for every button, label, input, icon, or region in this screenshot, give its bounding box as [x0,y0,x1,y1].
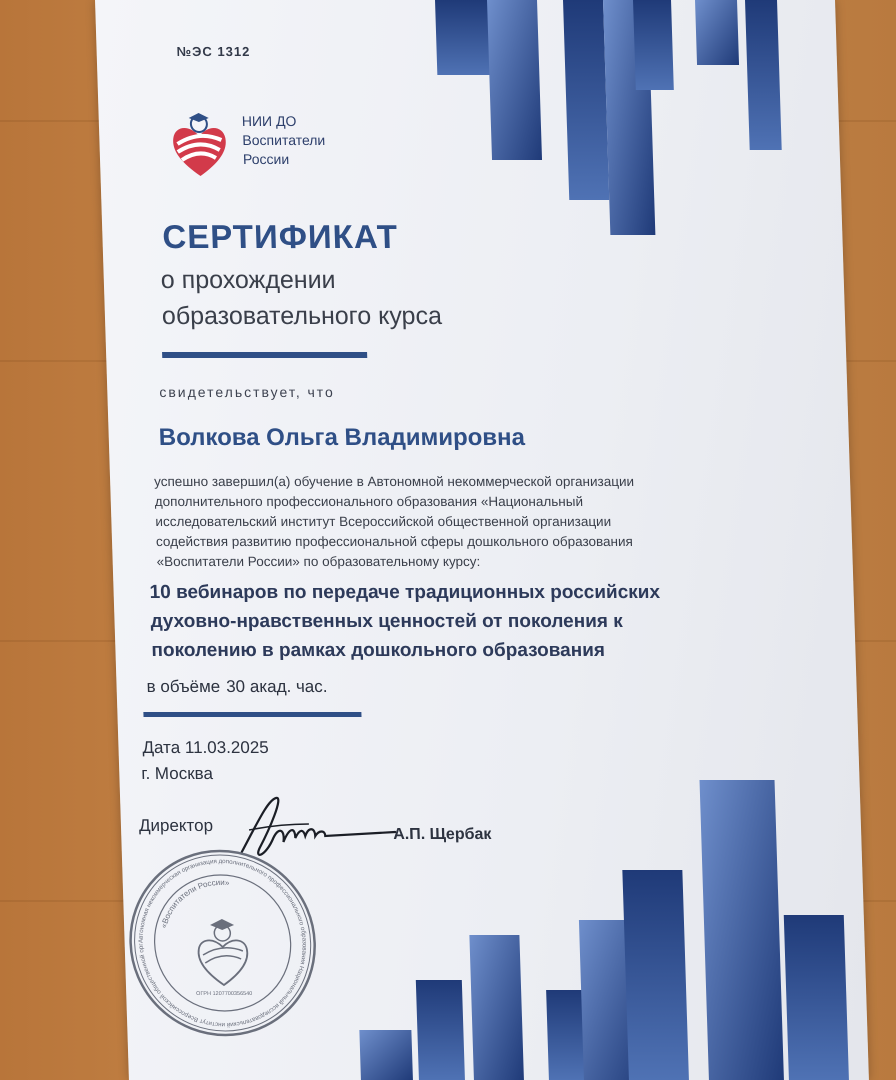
heart-logo-icon [168,110,230,180]
course-line: 10 вебинаров по передаче традиционных российских [149,582,661,603]
body-line: исследовательский институт Всероссийской общественной организации [155,514,612,529]
organization-seal-icon [122,845,324,1041]
seal-inner-text: «Воспитатели России» [159,877,230,930]
body-line: успешно завершил(а) обучение в Автономной некоммерческой организации [153,474,635,489]
body-line: дополнительного профессионального образования «Национальный [154,494,584,509]
volume-value: 30 акад. час. [225,677,328,696]
org-name-line: Воспитатели [242,132,326,148]
recipient-name: Волкова Ольга Владимировна [158,424,526,451]
body-line: содействия развитию профессиональной сферы дошкольного образования [155,534,634,549]
certificate-title: СЕРТИФИКАТ [161,218,399,255]
director-name: А.П. Щербак [392,826,492,843]
org-name-line: НИИ ДО [241,113,297,129]
director-label: Директор [138,816,214,835]
course-title [149,578,772,665]
course-line: поколению в рамках дошкольного образования [151,640,606,661]
certifies-text: свидетельствует, что [159,384,336,400]
certificate-paper [95,0,869,1080]
body-divider [143,712,361,717]
organization-name [242,112,327,169]
volume-label: в объёме [146,677,221,696]
seal-ogrn: ОГРН 1207700356540 [196,991,253,997]
certificate-body [154,472,767,572]
certificate-number: №ЭС 1312 [176,44,251,59]
seal-outer-text: Автономная некоммерческая организация дополнительного профессионального образования Национальный исследовательский институт Всероссийской общественной организации [137,857,308,1029]
issue-city: г. Москва [141,764,214,783]
course-volume [146,677,328,697]
subtitle-line: образовательного курса [161,302,443,330]
body-line: «Воспитатели России» по образовательному курсу: [156,554,481,569]
course-line: духовно-нравственных ценностей от поколения к [150,611,624,632]
subtitle-line: о прохождении [160,266,336,294]
issue-date: Дата 11.03.2025 [142,738,269,757]
org-name-line: России [242,151,290,167]
title-divider [162,352,367,358]
certificate-subtitle [160,262,442,334]
